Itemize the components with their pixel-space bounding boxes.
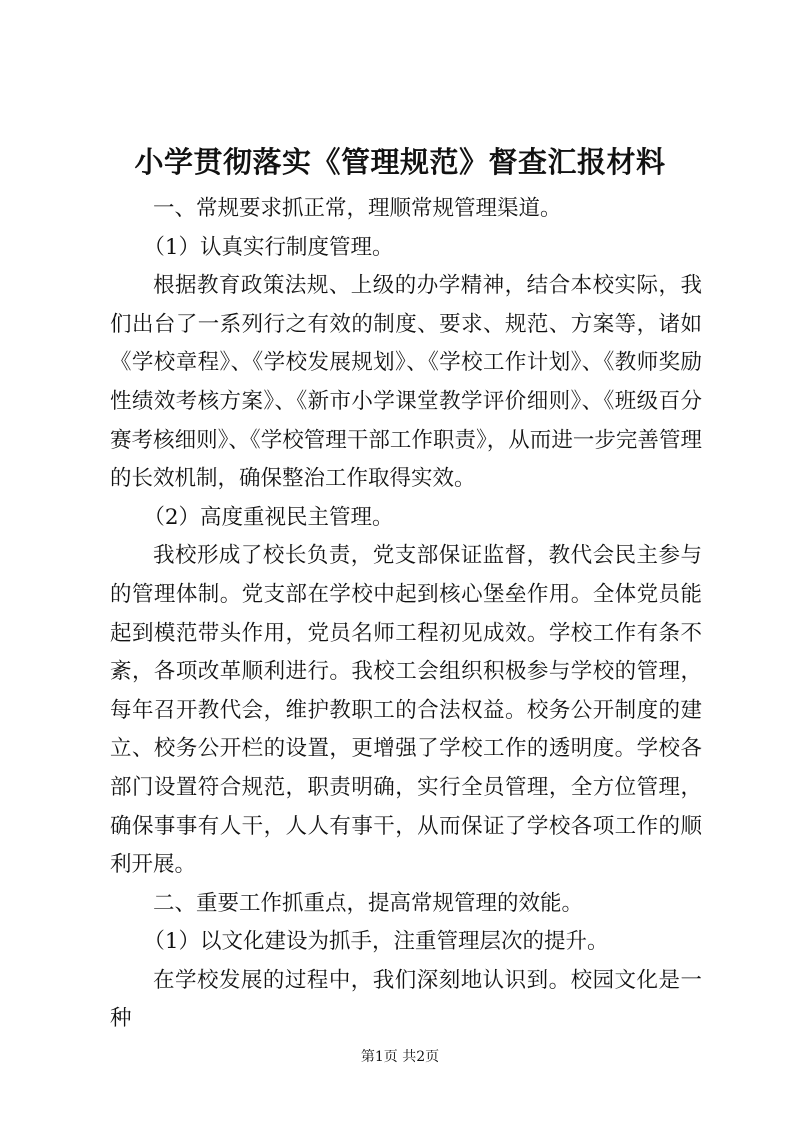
page-indicator: 第1页 共2页 (360, 1049, 440, 1065)
subsection-heading-2-1: （1）以文化建设为抓手，注重管理层次的提升。 (143, 929, 609, 955)
subsection-heading-1-1: （1）认真实行制度管理。 (143, 234, 394, 260)
section-heading-2: 二、重要工作抓重点，提高常规管理的效能。 (153, 890, 584, 916)
section-heading-1: 一、常规要求抓正常，理顺常规管理渠道。 (153, 196, 562, 221)
paragraph-institution-management: 根据教育政策法规、上级的办学精神，结合本校实际，我们出台了一系列行之有效的制度、要求、规范、方案等，诸如《学校章程》、《学校发展规划》、《学校工作计划》、《教师奖励性绩效考核方案》、《新市小学课堂教学评价细则》、《班级百分赛考核细则》、《学校管理干部工作职责》，从而进一步完善管理的长效机制，确保整治工作取得实效。 (110, 273, 702, 492)
document-body (110, 190, 702, 1039)
paragraph-campus-culture: 在学校发展的过程中，我们深刻地认识到。校园文化是一种 (110, 967, 702, 1032)
paragraph-democratic-management: 我校形成了校长负责，党支部保证监督，教代会民主参与的管理体制。党支部在学校中起到核心堡垒作用。全体党员能起到模范带头作用，党员名师工程初见成效。学校工作有条不紊，各项改革顺利进行。我校工会组织积极参与学校的管理，每年召开教代会，维护教职工的合法权益。校务公开制度的建立、校务公开栏的设置，更增强了学校工作的透明度。学校各部门设置符合规范，职责明确，实行全员管理，全方位管理，确保事事有人干，人人有事干，从而保证了学校各项工作的顺利开展。 (110, 543, 702, 878)
subsection-heading-1-2: （2）高度重视民主管理。 (143, 504, 394, 530)
document-title: 小学贯彻落实《管理规范》督查汇报材料 (134, 145, 666, 179)
